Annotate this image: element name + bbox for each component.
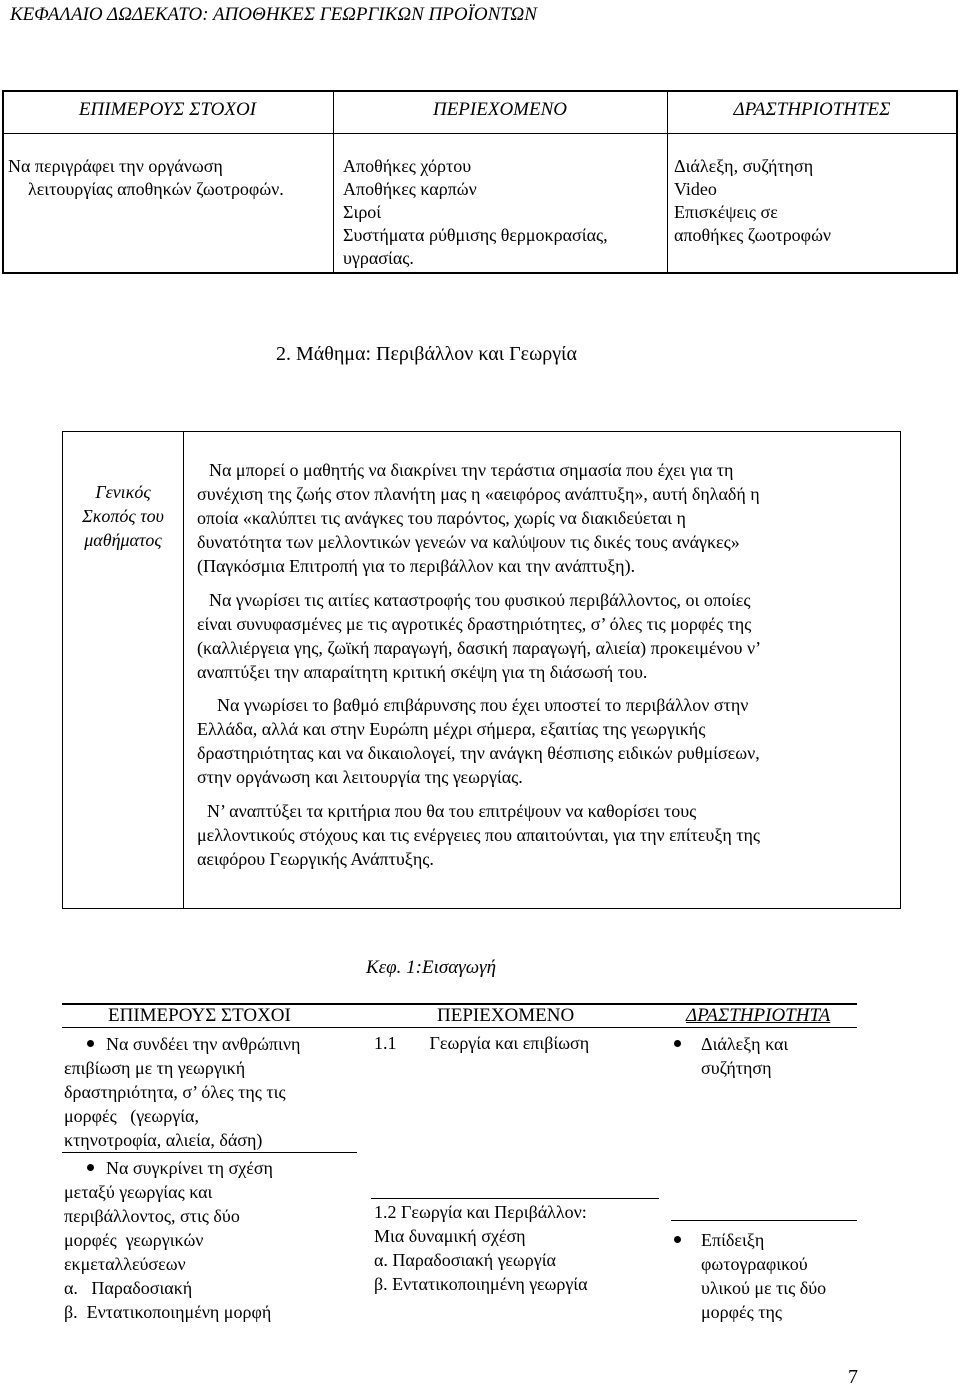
paragraph-line: στην οργάνωση και λειτουργία της γεωργίας. bbox=[197, 767, 523, 787]
goals-line: Να περιγράφει την οργάνωση bbox=[8, 156, 223, 176]
paragraph-line: αειφόρου Γεωργικής Ανάπτυξης. bbox=[197, 849, 434, 869]
aim-paragraph-3 bbox=[197, 693, 760, 789]
paragraph-line: είναι συνυφασμένες με τις αγροτικές δραστηριότητες, σ’ όλες τις μορφές της bbox=[197, 614, 752, 634]
activity-line: Επίδειξη bbox=[701, 1230, 765, 1250]
paragraph-line: (Παγκόσμια Επιτροπή για το περιβάλλον και την ανάπτυξη). bbox=[197, 556, 636, 576]
table3-header-content: ΠΕΡΙΕΧΟΜΕΝΟ bbox=[437, 1005, 575, 1026]
activity-line: Επισκέψεις σε bbox=[674, 202, 778, 222]
content-divider bbox=[371, 1198, 659, 1199]
paragraph-line: δραστηριότητας και να δικαιολογεί, την ανάγκη θέσπισης ειδικών ρυθμίσεων, bbox=[197, 743, 760, 763]
activity-line: αποθήκες ζωοτροφών bbox=[674, 225, 832, 245]
content-line: Αποθήκες καρπών bbox=[343, 179, 477, 199]
paragraph-line: δυνατότητα των μελλοντικών γενεών να καλύψουν τις δικές τους ανάγκες» bbox=[197, 532, 740, 552]
activity-line: μορφές της bbox=[701, 1302, 782, 1322]
lesson-title: 2. Μάθημα: Περιβάλλον και Γεωργία bbox=[276, 343, 577, 365]
content-item-2 bbox=[374, 1200, 588, 1296]
activity-line: Διάλεξη και bbox=[701, 1034, 789, 1054]
paragraph-line: (καλλιέργεια γης, ζωϊκή παραγωγή, δασική παραγωγή, αλιεία) προκειμένου ν’ bbox=[197, 638, 762, 658]
objectives-table-1 bbox=[2, 90, 958, 273]
goal-divider bbox=[62, 1152, 357, 1153]
activity-line: Video bbox=[674, 179, 717, 199]
activities-cell bbox=[674, 155, 831, 247]
header-goals: ΕΠΙΜΕΡΟΥΣ ΣΤΟΧΟΙ bbox=[78, 99, 257, 120]
table3-header-rule bbox=[62, 1027, 857, 1028]
bullet-icon bbox=[674, 1040, 681, 1047]
goal-line: μορφές γεωργικών bbox=[64, 1230, 204, 1250]
bullet-icon bbox=[674, 1236, 681, 1243]
goal-line: β. Εντατικοποιημένη μορφή bbox=[64, 1302, 272, 1322]
table3-header-goals: ΕΠΙΜΕΡΟΥΣ ΣΤΟΧΟΙ bbox=[108, 1005, 291, 1026]
content-line: Μια δυναμική σχέση bbox=[374, 1226, 526, 1246]
label-line: μαθήματος bbox=[84, 530, 162, 550]
goal-line: εκμεταλλεύσεων bbox=[64, 1254, 186, 1274]
aim-paragraph-4 bbox=[197, 799, 760, 871]
content-line: Αποθήκες χόρτου bbox=[343, 156, 472, 176]
activity-line: συζήτηση bbox=[701, 1058, 772, 1078]
chapter-title: ΚΕΦΑΛΑΙΟ ΔΩΔΕΚΑΤΟ: ΑΠΟΘΗΚΕΣ ΓΕΩΡΓΙΚΩΝ ΠΡΟΪΟΝΤΩΝ bbox=[10, 4, 537, 25]
content-line: Γεωργία και επιβίωση bbox=[429, 1033, 590, 1053]
paragraph-line: Να μπορεί ο μαθητής να διακρίνει την τεράστια σημασία που έχει για τη bbox=[209, 460, 734, 480]
content-cell bbox=[343, 155, 608, 270]
goal-line: Να συνδέει την ανθρώπινη bbox=[106, 1034, 301, 1054]
goal-line: επιβίωση με τη γεωργική bbox=[64, 1058, 246, 1078]
goal-item-2 bbox=[64, 1156, 273, 1324]
content-line: υγρασίας. bbox=[343, 248, 414, 268]
activity-line: φωτογραφικού bbox=[701, 1254, 808, 1274]
paragraph-line: Να γνωρίσει το βαθμό επιβάρυνσης που έχει υποστεί το περιβάλλον στην bbox=[217, 695, 749, 715]
bullet-icon bbox=[87, 1164, 94, 1171]
content-line: β. Εντατικοποιημένη γεωργία bbox=[374, 1274, 588, 1294]
label-line: Σκοπός του bbox=[82, 506, 164, 526]
goal-line: μορφές (γεωργία, bbox=[64, 1106, 199, 1126]
paragraph-line: οποία «καλύπτει τις ανάγκες του παρόντος, χωρίς να διακιδεύεται η bbox=[197, 508, 686, 528]
general-aim-table bbox=[62, 431, 901, 909]
goals-line: λειτουργίας αποθηκών ζωοτροφών. bbox=[28, 179, 284, 199]
section-title: Κεφ. 1:Εισαγωγή bbox=[366, 957, 497, 978]
paragraph-line: Ελλάδα, αλλά και στην Ευρώπη μέχρι σήμερα, εξαιτίας της γεωργικής bbox=[197, 719, 706, 739]
goal-line: Να συγκρίνει τη σχέση bbox=[106, 1158, 273, 1178]
paragraph-line: συνέχιση της ζωής στον πλανήτη μας η «αειφόρος ανάπτυξη», αυτή δηλαδή η bbox=[197, 484, 760, 504]
content-line: α. Παραδοσιακή γεωργία bbox=[374, 1250, 556, 1270]
table3-header-activity: ΔΡΑΣΤΗΡΙΟΤΗΤΑ bbox=[686, 1005, 831, 1026]
bullet-icon bbox=[87, 1040, 94, 1047]
content-line: Συστήματα ρύθμισης θερμοκρασίας, bbox=[343, 225, 608, 245]
aim-paragraph-2 bbox=[197, 588, 761, 684]
content-line: 1.2 Γεωργία και Περιβάλλον: bbox=[374, 1202, 587, 1222]
header-activities: ΔΡΑΣΤΗΡΙΟΤΗΤΕΣ bbox=[733, 99, 891, 120]
activity-item-1 bbox=[674, 1032, 788, 1080]
goal-line: μεταξύ γεωργίας και bbox=[64, 1182, 213, 1202]
paragraph-line: Ν’ αναπτύξει τα κριτήρια που θα του επιτρέψουν να καθορίσει τους bbox=[207, 801, 697, 821]
content-line: Σιροί bbox=[343, 202, 382, 222]
general-aim-label bbox=[63, 480, 183, 552]
goals-cell bbox=[8, 155, 284, 201]
goal-line: κτηνοτροφία, αλιεία, δάση) bbox=[64, 1130, 263, 1150]
activity-item-2 bbox=[674, 1228, 826, 1324]
paragraph-line: μελλοντικούς στόχους και τις ενέργειες που απαιτούνται, για την επίτευξη της bbox=[197, 825, 761, 845]
goal-line: α. Παραδοσιακή bbox=[64, 1278, 193, 1298]
aim-paragraph-1 bbox=[197, 458, 760, 578]
content-number: 1.1 bbox=[374, 1033, 397, 1053]
goal-item-1 bbox=[64, 1032, 301, 1152]
paragraph-line: αναπτύξει την απαραίτητη κριτική σκέψη για τη διάσωσή του. bbox=[197, 662, 648, 682]
page-number: 7 bbox=[848, 1366, 858, 1388]
paragraph-line: Να γνωρίσει τις αιτίες καταστροφής του φυσικού περιβάλλοντος, οι οποίες bbox=[209, 590, 751, 610]
label-line: Γενικός bbox=[95, 482, 151, 502]
activity-line: Διάλεξη, συζήτηση bbox=[674, 156, 814, 176]
content-item-1 bbox=[374, 1031, 589, 1055]
header-content: ΠΕΡΙΕΧΟΜΕΝΟ bbox=[432, 99, 568, 120]
goal-line: δραστηριότητα, σ’ όλες της τις bbox=[64, 1082, 286, 1102]
activity-line: υλικού με τις δύο bbox=[701, 1278, 827, 1298]
goal-line: περιβάλλοντος, στις δύο bbox=[64, 1206, 240, 1226]
activity-divider bbox=[671, 1220, 857, 1221]
general-aim-label-cell bbox=[63, 432, 184, 908]
